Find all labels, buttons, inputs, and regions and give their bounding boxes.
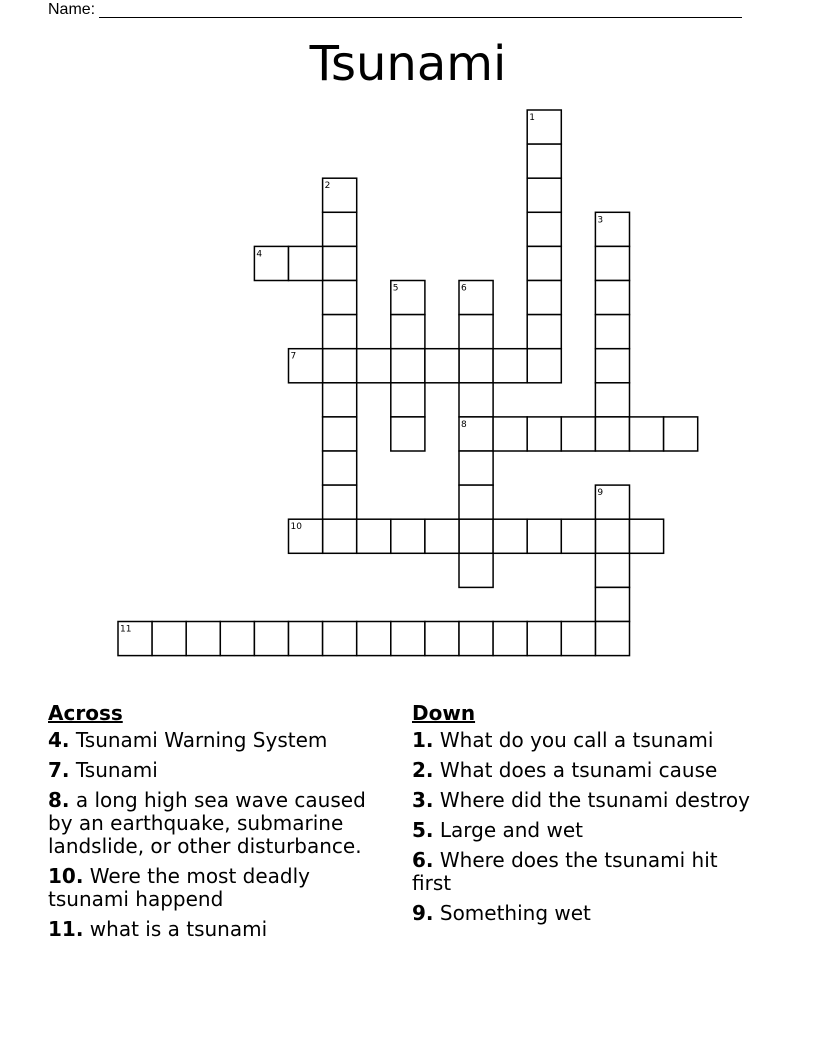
grid-cell[interactable]: [323, 519, 357, 553]
grid-cell[interactable]: [527, 212, 561, 246]
grid-cell[interactable]: [357, 349, 391, 383]
grid-cell[interactable]: [391, 622, 425, 656]
grid-cell[interactable]: [595, 281, 629, 315]
grid-cell[interactable]: [527, 349, 561, 383]
across-clues: [48, 702, 393, 948]
clue-text: Large and wet: [439, 818, 583, 842]
down-clue-1: [412, 729, 757, 752]
clue-text: Where did the tsunami destroy: [439, 788, 750, 812]
clue-text: Were the most deadly tsunami happend: [48, 864, 311, 911]
grid-cell[interactable]: [186, 622, 220, 656]
grid-cell[interactable]: [425, 519, 459, 553]
grid-cell[interactable]: [323, 349, 357, 383]
clue-number: 7.: [48, 758, 70, 782]
grid-cell[interactable]: [595, 417, 629, 451]
clue-text: Tsunami Warning System: [75, 728, 328, 752]
cell-number: 5: [392, 283, 399, 294]
grid-cell[interactable]: [152, 622, 186, 656]
cell-number: 8: [461, 419, 467, 430]
clue-number: 3.: [412, 788, 434, 812]
clue-text: what is a tsunami: [89, 917, 268, 941]
down-clue-3: [412, 789, 757, 812]
grid-cell[interactable]: [595, 622, 629, 656]
grid-cell[interactable]: [527, 178, 561, 212]
grid-cell[interactable]: [323, 451, 357, 485]
grid-cell[interactable]: [323, 417, 357, 451]
grid-cell[interactable]: [391, 519, 425, 553]
across-clue-11: [48, 918, 393, 941]
grid-cell[interactable]: [357, 622, 391, 656]
down-clue-5: [412, 819, 757, 842]
across-clue-8: [48, 789, 393, 858]
grid-cell[interactable]: [459, 383, 493, 417]
across-clue-7: [48, 759, 393, 782]
clue-number: 4.: [48, 728, 70, 752]
grid-cell[interactable]: [391, 349, 425, 383]
clue-text: Tsunami: [75, 758, 158, 782]
down-clue-9: [412, 902, 757, 925]
grid-cell[interactable]: [254, 622, 288, 656]
grid-cell[interactable]: [425, 349, 459, 383]
clue-text: a long high sea wave caused by an earthquake, submarine landslide, or other disturbance.: [48, 788, 366, 858]
grid-cell[interactable]: [357, 519, 391, 553]
grid-cell[interactable]: [323, 622, 357, 656]
grid-cell[interactable]: [595, 349, 629, 383]
down-clues: [412, 702, 757, 932]
grid-cell[interactable]: [391, 315, 425, 349]
grid-cell[interactable]: [527, 417, 561, 451]
clue-text: What do you call a tsunami: [439, 728, 714, 752]
grid-cell[interactable]: [220, 622, 254, 656]
cell-number: 4: [256, 249, 263, 260]
grid-cell[interactable]: [664, 417, 698, 451]
cell-number: 6: [461, 283, 467, 294]
grid-cell[interactable]: [391, 383, 425, 417]
grid-cell[interactable]: [595, 246, 629, 280]
clue-text: Something wet: [439, 901, 591, 925]
clue-number: 2.: [412, 758, 434, 782]
grid-cell[interactable]: [459, 622, 493, 656]
grid-cell[interactable]: [459, 519, 493, 553]
grid-cell[interactable]: [323, 212, 357, 246]
clue-text: Where does the tsunami hit first: [412, 848, 718, 895]
cell-number: 7: [290, 351, 297, 362]
cell-number: 1: [529, 113, 535, 123]
grid-cell[interactable]: [595, 383, 629, 417]
grid-cell[interactable]: [527, 144, 561, 178]
grid-cell[interactable]: [323, 383, 357, 417]
grid-cell[interactable]: [630, 519, 664, 553]
grid-cell[interactable]: [493, 417, 527, 451]
grid-cell[interactable]: [459, 349, 493, 383]
across-clue-10: [48, 865, 393, 911]
grid-cell[interactable]: [323, 281, 357, 315]
cell-number: 2: [324, 181, 331, 192]
grid-cell[interactable]: [561, 622, 595, 656]
page-title: Tsunami: [309, 36, 507, 92]
grid-cell[interactable]: [595, 519, 629, 553]
cell-number: 10: [290, 522, 302, 533]
grid-cell[interactable]: [630, 417, 664, 451]
clue-number: 10.: [48, 864, 84, 888]
grid-cell[interactable]: [425, 622, 459, 656]
grid-cell[interactable]: [527, 281, 561, 315]
grid-cell[interactable]: [289, 246, 323, 280]
cell-number: 11: [120, 624, 132, 635]
clue-number: 5.: [412, 818, 434, 842]
clue-text: What does a tsunami cause: [439, 758, 718, 782]
clue-number: 11.: [48, 917, 84, 941]
grid-cell[interactable]: [527, 246, 561, 280]
clue-number: 8.: [48, 788, 70, 812]
grid-cell[interactable]: [323, 485, 357, 519]
grid-cell[interactable]: [493, 349, 527, 383]
cell-number: 9: [597, 488, 604, 499]
grid-cell[interactable]: [323, 246, 357, 280]
grid-cell[interactable]: [527, 622, 561, 656]
across-clue-4: [48, 729, 393, 752]
grid-cell[interactable]: [459, 485, 493, 519]
down-clue-6: [412, 849, 757, 895]
down-heading: Down: [412, 701, 476, 725]
grid-cell[interactable]: [595, 587, 629, 621]
grid-cell[interactable]: [561, 417, 595, 451]
grid-cell[interactable]: [493, 622, 527, 656]
grid-cell[interactable]: [527, 519, 561, 553]
grid-cell[interactable]: [289, 622, 323, 656]
clue-number: 6.: [412, 848, 434, 872]
clue-number: 9.: [412, 901, 434, 925]
across-heading: Across: [48, 701, 123, 725]
clue-number: 1.: [412, 728, 434, 752]
grid-cell[interactable]: [459, 553, 493, 587]
name-label: Name:: [48, 1, 96, 18]
grid-cell[interactable]: [459, 315, 493, 349]
cell-number: 3: [597, 215, 604, 226]
grid-cell[interactable]: [323, 315, 357, 349]
grid-cell[interactable]: [595, 315, 629, 349]
grid-cell[interactable]: [561, 519, 595, 553]
grid-cell[interactable]: [391, 417, 425, 451]
grid-cell[interactable]: [595, 553, 629, 587]
down-clue-2: [412, 759, 757, 782]
grid-cell[interactable]: [493, 519, 527, 553]
grid-cell[interactable]: [459, 451, 493, 485]
grid-cell[interactable]: [527, 315, 561, 349]
